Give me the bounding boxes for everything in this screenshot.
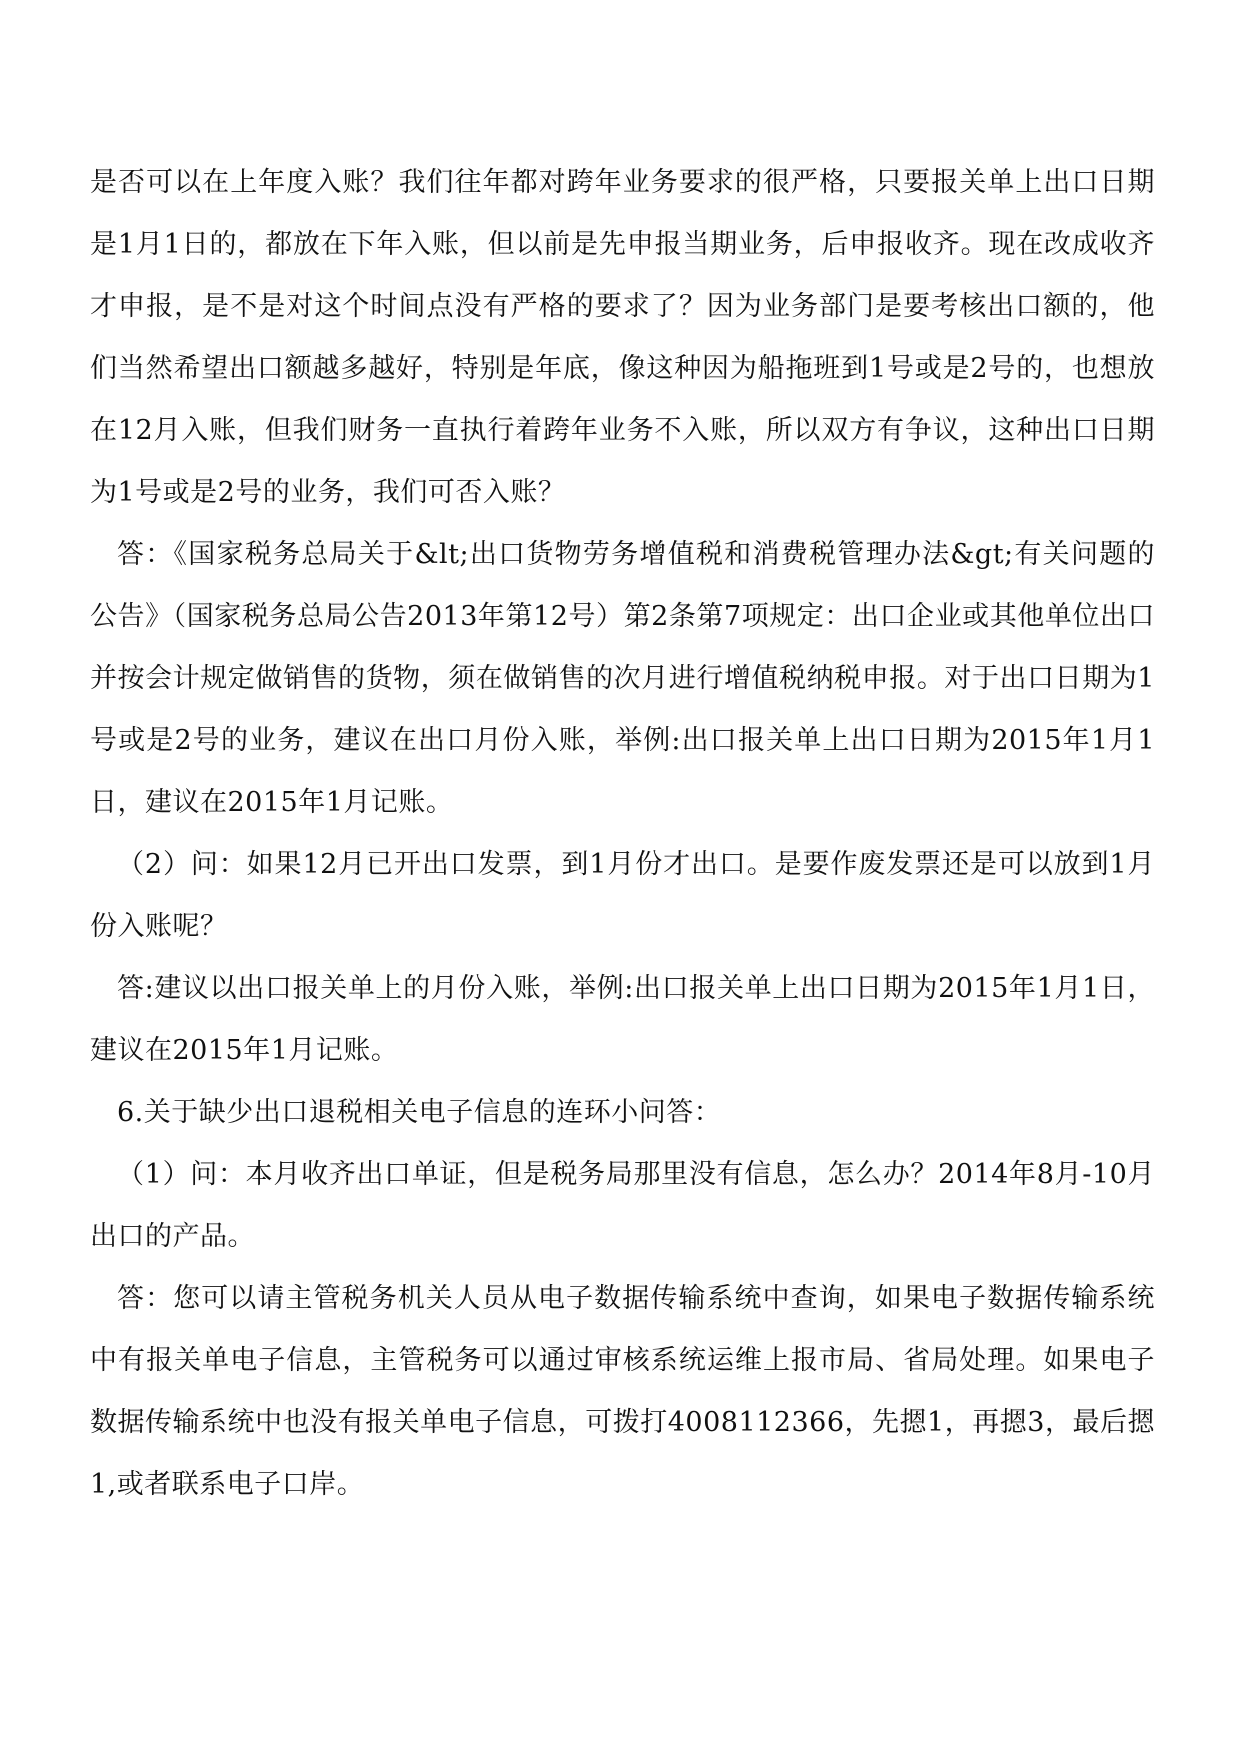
paragraph-answer-1: 答：《国家税务总局关于&lt;出口货物劳务增值税和消费税管理办法&gt;有关问题的公告》（国家税务总局公告2013年第12号）第2条第7项规定：出口企业或其他单位出口并按会计规定做销售的货物，须在做销售的次月进行增值税纳税申报。对于出口日期为1号或是2号的业务，建议在出口月份入账，举例:出口报关单上出口日期为2015年1月1日，建议在2015年1月记账。 — [90, 539, 1155, 818]
paragraph-answer-6-1: 答：您可以请主管税务机关人员从电子数据传输系统中查询，如果电子数据传输系统中有报关单电子信息，主管税务可以通过审核系统运维上报市局、省局处理。如果电子数据传输系统中也没有报关单电子信息，可拨打4008112366，先摁1，再摁3，最后摁1,或者联系电子口岸。 — [90, 1283, 1155, 1500]
section-heading-6: 6.关于缺少出口退税相关电子信息的连环小问答： — [117, 1097, 722, 1128]
paragraph-answer-2: 答:建议以出口报关单上的月份入账，举例:出口报关单上出口日期为2015年1月1日，建议在2015年1月记账。 — [90, 973, 1155, 1066]
document-body — [90, 152, 1155, 1516]
paragraph-question-6-1: （1）问：本月收齐出口单证，但是税务局那里没有信息，怎么办？2014年8月-10月出口的产品。 — [90, 1159, 1155, 1252]
paragraph-question-2: （2）问：如果12月已开出口发票，到1月份才出口。是要作废发票还是可以放到1月份入账呢？ — [90, 849, 1155, 942]
paragraph-question-continued: 是否可以在上年度入账？我们往年都对跨年业务要求的很严格，只要报关单上出口日期是1月1日的，都放在下年入账，但以前是先申报当期业务，后申报收齐。现在改成收齐才申报，是不是对这个时间点没有严格的要求了？因为业务部门是要考核出口额的，他们当然希望出口额越多越好，特别是年底，像这种因为船拖班到1号或是2号的，也想放在12月入账，但我们财务一直执行着跨年业务不入账，所以双方有争议，这种出口日期为1号或是2号的业务，我们可否入账？ — [90, 167, 1155, 508]
